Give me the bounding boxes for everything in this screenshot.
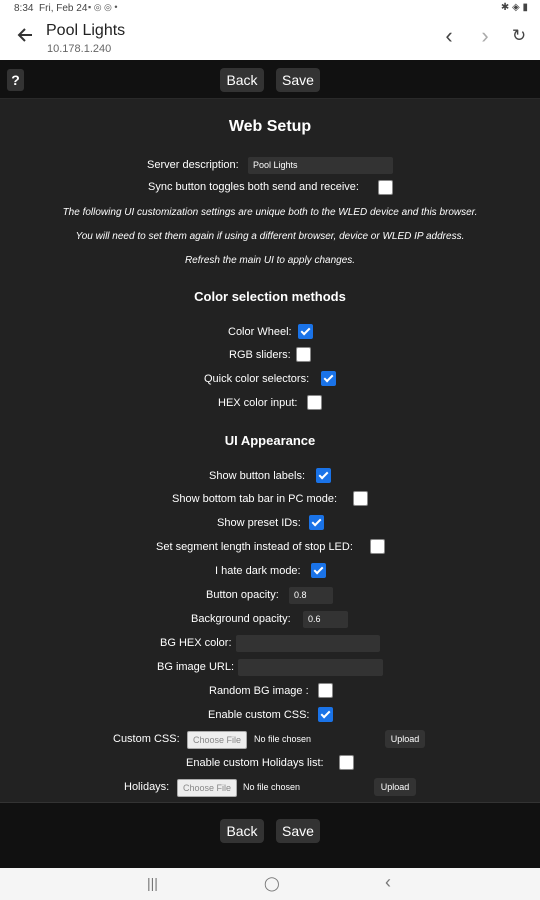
rgb-sliders-checkbox[interactable] bbox=[296, 347, 311, 362]
preset-ids-checkbox[interactable] bbox=[309, 515, 324, 530]
custom-css-label: Custom CSS: bbox=[113, 733, 180, 745]
ui-appearance-heading: UI Appearance bbox=[224, 433, 316, 448]
bg-hex-label: BG HEX color: bbox=[160, 637, 232, 649]
notification-icons: ▪ ◎ ◎ • bbox=[88, 2, 118, 12]
bg-hex-input[interactable] bbox=[236, 635, 380, 652]
holidays-label: Holidays: bbox=[124, 781, 170, 793]
sync-toggle-checkbox[interactable] bbox=[378, 180, 393, 195]
sync-toggle-label: Sync button toggles both send and receive: bbox=[148, 181, 359, 193]
quick-color-label: Quick color selectors: bbox=[204, 373, 310, 385]
system-nav-bar bbox=[0, 868, 540, 900]
bg-image-input[interactable] bbox=[238, 659, 383, 676]
system-status-icons: ✱ ◈ ▮ bbox=[500, 2, 528, 13]
segment-length-label: Set segment length instead of stop LED: bbox=[156, 541, 353, 553]
holidays-enable-checkbox[interactable] bbox=[339, 755, 354, 770]
button-opacity-input[interactable]: 0.8 bbox=[289, 587, 333, 604]
server-description-label: Server description: bbox=[147, 159, 239, 171]
note-line: You will need to set them again if using a different browser, device or WLED IP address. bbox=[75, 231, 465, 242]
holidays-choose-file-button[interactable]: Choose File bbox=[177, 779, 237, 797]
background-opacity-input[interactable]: 0.6 bbox=[303, 611, 348, 628]
page-title: Pool Lights bbox=[46, 22, 126, 39]
color-wheel-checkbox[interactable] bbox=[298, 324, 313, 339]
status-bar bbox=[0, 0, 540, 18]
nav-back-icon[interactable]: ‹ bbox=[445, 23, 453, 48]
back-button[interactable]: Back bbox=[220, 819, 264, 843]
custom-css-enable-label: Enable custom CSS: bbox=[208, 709, 310, 721]
dark-mode-label: I hate dark mode: bbox=[215, 565, 301, 577]
holidays-enable-label: Enable custom Holidays list: bbox=[186, 757, 324, 769]
hex-input-label: HEX color input: bbox=[218, 397, 298, 409]
random-bg-label: Random BG image : bbox=[209, 685, 309, 697]
random-bg-checkbox[interactable] bbox=[318, 683, 333, 698]
recents-icon[interactable]: ||| bbox=[147, 875, 158, 891]
bottom-tab-bar-label: Show bottom tab bar in PC mode: bbox=[172, 493, 338, 505]
note-line: Refresh the main UI to apply changes. bbox=[184, 255, 356, 266]
bottom-toolbar bbox=[0, 802, 540, 868]
quick-color-checkbox[interactable] bbox=[321, 371, 336, 386]
preset-ids-label: Show preset IDs: bbox=[217, 517, 301, 529]
home-icon[interactable]: ◯ bbox=[264, 875, 280, 891]
back-arrow-icon[interactable] bbox=[14, 26, 36, 48]
holidays-upload-button[interactable]: Upload bbox=[374, 778, 416, 796]
reload-icon[interactable]: ↻ bbox=[511, 26, 527, 45]
segment-length-checkbox[interactable] bbox=[370, 539, 385, 554]
page-url: 10.178.1.240 bbox=[47, 43, 112, 55]
button-labels-checkbox[interactable] bbox=[316, 468, 331, 483]
web-setup-page bbox=[0, 60, 540, 868]
app-bar bbox=[0, 18, 540, 60]
custom-css-choose-file-button[interactable]: Choose File bbox=[187, 731, 247, 749]
background-opacity-label: Background opacity: bbox=[191, 613, 291, 625]
custom-css-file-status: No file chosen bbox=[254, 734, 312, 744]
button-opacity-label: Button opacity: bbox=[206, 589, 279, 601]
dark-mode-checkbox[interactable] bbox=[311, 563, 326, 578]
help-button[interactable]: ? bbox=[7, 69, 24, 91]
bg-image-label: BG image URL: bbox=[157, 661, 235, 673]
custom-css-enable-checkbox[interactable] bbox=[318, 707, 333, 722]
system-back-icon[interactable]: ‹ bbox=[385, 872, 391, 892]
nav-forward-icon[interactable]: › bbox=[481, 23, 489, 48]
note-line: The following UI customization settings are unique both to the WLED device and this browser. bbox=[62, 207, 478, 218]
holidays-file-status: No file chosen bbox=[243, 782, 301, 792]
save-button[interactable]: Save bbox=[276, 68, 320, 92]
bottom-tab-bar-checkbox[interactable] bbox=[353, 491, 368, 506]
back-button[interactable]: Back bbox=[220, 68, 264, 92]
server-description-input[interactable]: Pool Lights bbox=[248, 157, 393, 174]
status-time: 8:34 Fri, Feb 24 bbox=[14, 3, 88, 14]
color-wheel-label: Color Wheel: bbox=[228, 326, 292, 338]
page-heading: Web Setup bbox=[228, 118, 312, 135]
save-button[interactable]: Save bbox=[276, 819, 320, 843]
custom-css-upload-button[interactable]: Upload bbox=[385, 730, 425, 748]
hex-input-checkbox[interactable] bbox=[307, 395, 322, 410]
color-methods-heading: Color selection methods bbox=[194, 289, 346, 304]
rgb-sliders-label: RGB sliders: bbox=[229, 349, 291, 361]
top-toolbar bbox=[0, 60, 540, 99]
button-labels-label: Show button labels: bbox=[209, 470, 306, 482]
